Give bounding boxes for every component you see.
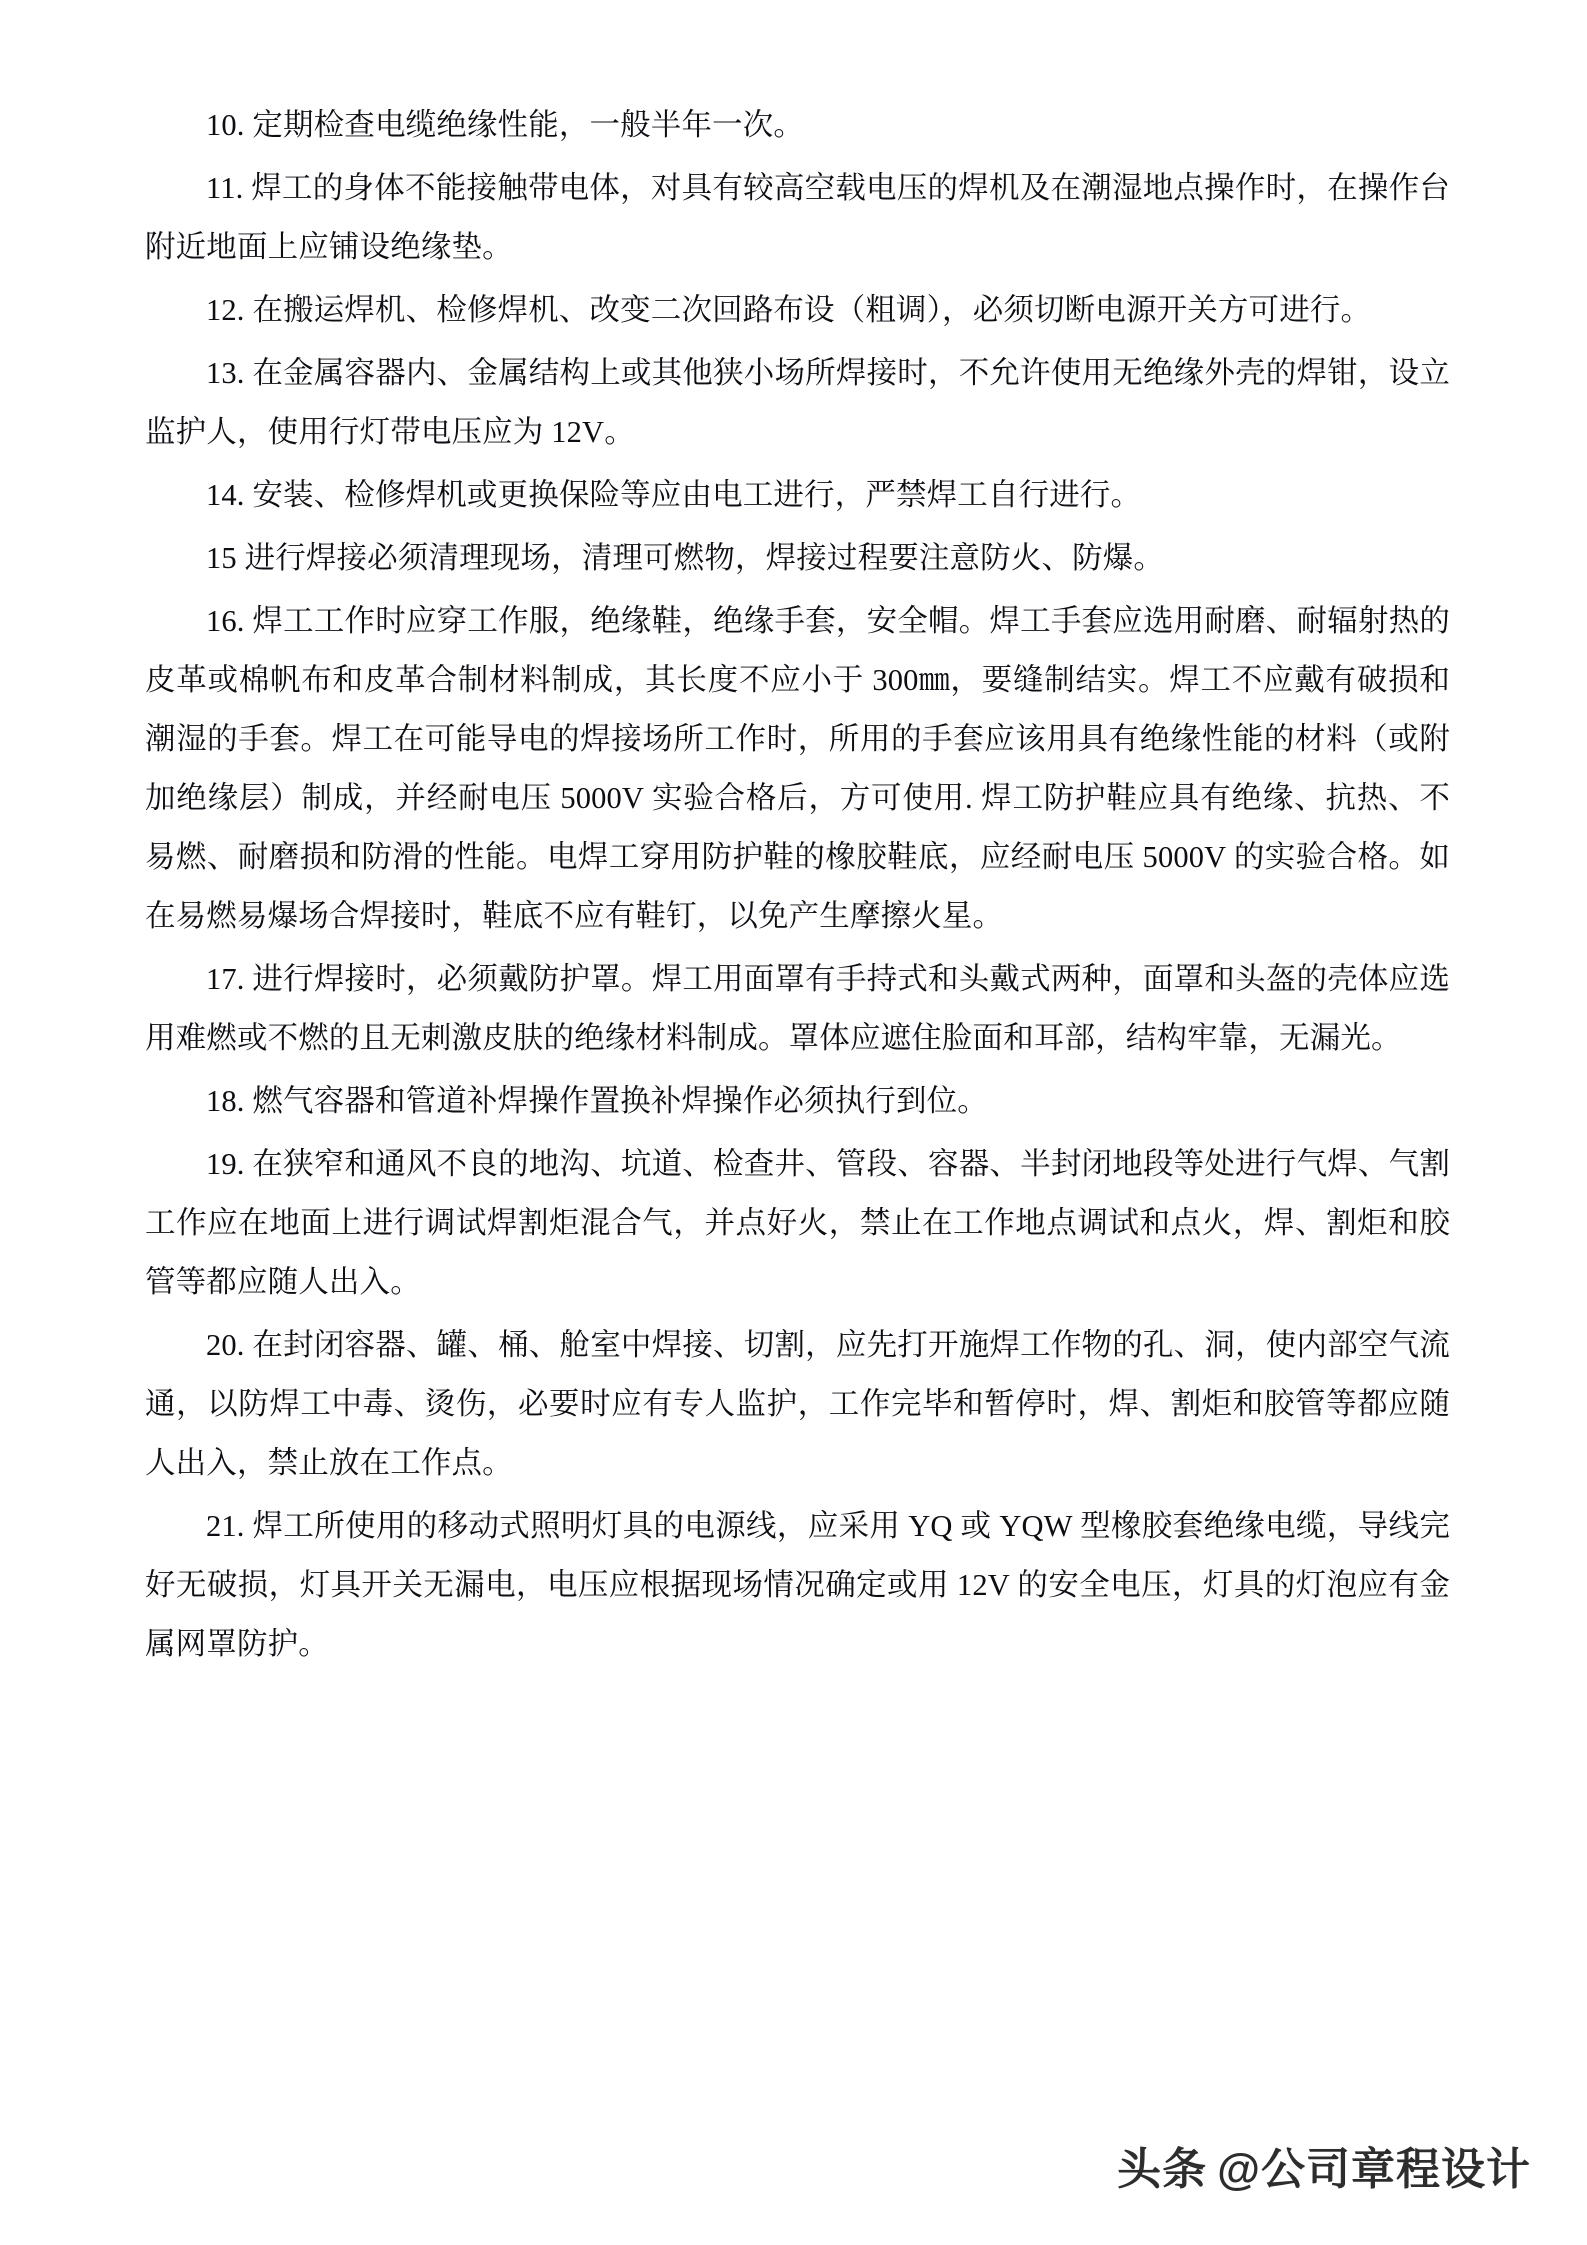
watermark-handle: @公司章程设计: [1217, 2145, 1531, 2194]
document-body: [145, 96, 1450, 1674]
watermark: [1117, 2133, 1531, 2197]
paragraph-item-12: 12. 在搬运焊机、检修焊机、改变二次回路布设（粗调），必须切断电源开关方可进行。: [206, 293, 1372, 327]
paragraph-item-15: 15 进行焊接必须清理现场，清理可燃物，焊接过程要注意防火、防爆。: [206, 541, 1165, 575]
paragraph-item-16: 16. 焊工工作时应穿工作服，绝缘鞋，绝缘手套，安全帽。焊工手套应选用耐磨、耐辐射热的皮革或棉帆布和皮革合制材料制成，其长度不应小于 300㎜，要缝制结实。焊工不应戴有破损和潮湿的手套。焊工在可能导电的焊接场所工作时，所用的手套应该用具有绝缘性能的材料（或附加绝缘层）制成，并经耐电压 5000V 实验合格后，方可使用. 焊工防护鞋应具有绝缘、抗热、不易燃、耐磨损和防滑的性能。电焊工穿用防护鞋的橡胶鞋底，应经耐电压 5000V 的实验合格。如在易燃易爆场合焊接时，鞋底不应有鞋钉，以免产生摩擦火星。: [145, 604, 1450, 933]
paragraph-item-18: 18. 燃气容器和管道补焊操作置换补焊操作必须执行到位。: [206, 1084, 988, 1118]
paragraph-item-21: 21. 焊工所使用的移动式照明灯具的电源线，应采用 YQ 或 YQW 型橡胶套绝缘电缆，导线完好无破损，灯具开关无漏电，电压应根据现场情况确定或用 12V 的安全电压，灯具的灯泡应有金属网罩防护。: [145, 1509, 1450, 1661]
watermark-brand: 头条: [1117, 2145, 1208, 2194]
paragraph-item-17: 17. 进行焊接时，必须戴防护罩。焊工用面罩有手持式和头戴式两种，面罩和头盔的壳体应选用难燃或不燃的且无刺激皮肤的绝缘材料制成。罩体应遮住脸面和耳部，结构牢靠，无漏光。: [145, 962, 1450, 1055]
paragraph-item-14: 14. 安装、检修焊机或更换保险等应由电工进行，严禁焊工自行进行。: [206, 478, 1142, 512]
paragraph-item-20: 20. 在封闭容器、罐、桶、舱室中焊接、切割，应先打开施焊工作物的孔、洞，使内部空气流通，以防焊工中毒、烫伤，必要时应有专人监护，工作完毕和暂停时，焊、割炬和胶管等都应随人出入，禁止放在工作点。: [145, 1328, 1450, 1480]
paragraph-item-10: 10. 定期检查电缆绝缘性能，一般半年一次。: [206, 108, 805, 142]
paragraph-item-13: 13. 在金属容器内、金属结构上或其他狭小场所焊接时，不允许使用无绝缘外壳的焊钳，设立监护人，使用行灯带电压应为 12V。: [145, 356, 1450, 449]
paragraph-item-11: 11. 焊工的身体不能接触带电体，对具有较高空载电压的焊机及在潮湿地点操作时，在操作台附近地面上应铺设绝缘垫。: [145, 171, 1450, 264]
paragraph-item-19: 19. 在狭窄和通风不良的地沟、坑道、检查井、管段、容器、半封闭地段等处进行气焊、气割工作应在地面上进行调试焊割炬混合气，并点好火，禁止在工作地点调试和点火，焊、割炬和胶管等都应随人出入。: [145, 1147, 1450, 1299]
